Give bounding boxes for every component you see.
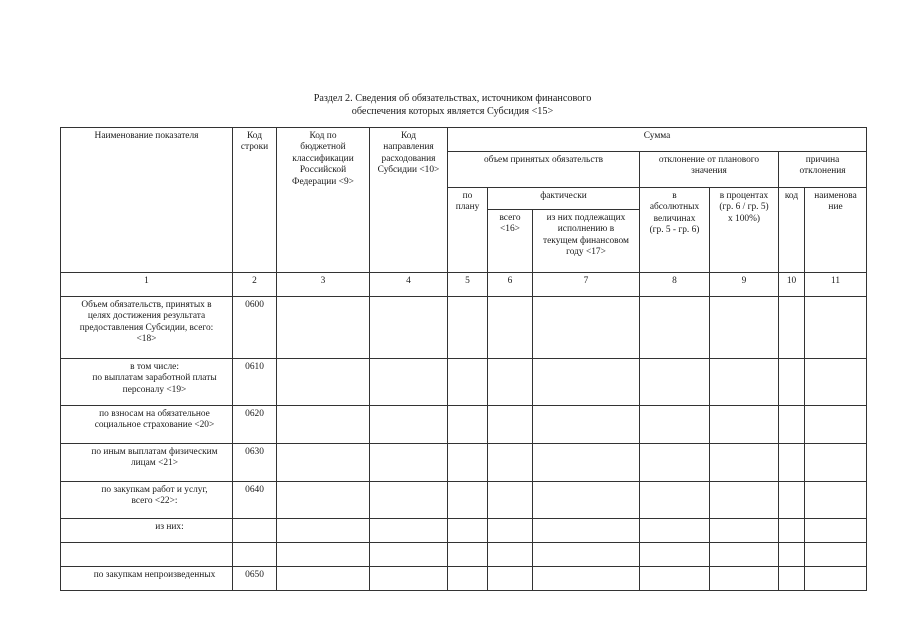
column-number-7: 7 [533,273,640,297]
value-cell-col-9[interactable] [710,567,779,591]
value-cell-col-9[interactable] [710,519,779,543]
value-cell-col-6[interactable] [488,482,533,519]
value-cell-col-3[interactable] [277,359,370,406]
column-numbers-row [61,273,867,297]
value-cell-col-4[interactable] [370,519,448,543]
value-cell-col-6[interactable] [488,406,533,444]
value-cell-col-8[interactable] [640,519,710,543]
value-cell-col-7[interactable] [533,444,640,482]
text-line: Код [247,131,262,141]
text-line: направления [383,142,434,153]
row-code: 0610 [233,359,277,406]
value-cell-col-6[interactable] [488,297,533,359]
value-cell-col-3[interactable] [277,444,370,482]
header-name: Наименование показателя [61,128,233,273]
text-line: Федерации <9> [292,176,354,187]
value-cell-col-9[interactable] [710,359,779,406]
header-sum: Сумма [448,128,867,152]
text-line: в процентах [719,191,769,201]
section-title-line-2: обеспечения которых является Субсидия <15> [351,105,554,117]
text-line: (гр. 6 / гр. 5) [719,202,769,213]
row-label [61,567,233,591]
row-label [61,519,233,543]
header-code [233,128,277,273]
value-cell-col-7[interactable] [533,519,640,543]
value-cell-col-4[interactable] [370,543,448,567]
value-cell-col-10[interactable] [779,519,805,543]
header-subject-current-year [533,210,640,273]
value-cell-col-4[interactable] [370,444,448,482]
text-line: в том числе: [130,362,179,372]
obligations-table [60,127,867,591]
text-line [79,546,230,557]
value-cell-col-6[interactable] [488,444,533,482]
row-label [61,406,233,444]
value-cell-col-8[interactable] [640,482,710,519]
value-cell-col-8[interactable] [640,406,710,444]
row-code: 0650 [233,567,277,591]
row-code [233,519,277,543]
row-label [61,359,233,406]
header-absolute [640,188,710,273]
text-line: Субсидии <10> [377,165,440,176]
value-cell-col-7[interactable] [533,482,640,519]
column-number-11: 11 [805,273,867,297]
value-cell-col-5[interactable] [448,567,488,591]
text-line: Код по [309,131,337,141]
value-cell-col-8[interactable] [640,444,710,482]
value-cell-col-5[interactable] [448,482,488,519]
column-number-4: 4 [370,273,448,297]
value-cell-col-11[interactable] [805,567,867,591]
table-row [61,297,867,359]
value-cell-col-11[interactable] [805,519,867,543]
value-cell-col-10[interactable] [779,482,805,519]
text-line: всего [499,213,521,223]
value-cell-col-11[interactable] [805,444,867,482]
text-line: (гр. 5 - гр. 6) [649,225,700,236]
value-cell-col-8[interactable] [640,297,710,359]
value-cell-col-8[interactable] [640,359,710,406]
text-line: по иным выплатам физическим [91,447,218,457]
text-line: по [462,191,473,201]
header-deviation [640,152,779,188]
text-line: Объем обязательств, принятых в [81,300,212,310]
text-line: Код [401,131,416,141]
column-number-3: 3 [277,273,370,297]
value-cell-col-4[interactable] [370,406,448,444]
text-line: из них: [155,522,184,532]
header-by-plan [448,188,488,273]
value-cell-col-9[interactable] [710,482,779,519]
value-cell-col-11[interactable] [805,297,867,359]
text-line: наименова [814,191,857,201]
value-cell-col-3[interactable] [277,567,370,591]
table-row [61,519,867,543]
value-cell-col-11[interactable] [805,406,867,444]
text-line: предоставления Субсидии, всего: [79,322,214,333]
row-code [233,543,277,567]
section-title-line-1: Раздел 2. Сведения об обязательствах, источником финансового [313,93,592,104]
table-row [61,543,867,567]
table-row [61,406,867,444]
table-row [61,567,867,591]
row-code: 0620 [233,406,277,444]
value-cell-col-3[interactable] [277,519,370,543]
header-total [488,210,533,273]
value-cell-col-10[interactable] [779,567,805,591]
column-number-2: 2 [233,273,277,297]
text-line: ние [828,202,843,213]
value-cell-col-9[interactable] [710,444,779,482]
value-cell-col-9[interactable] [710,543,779,567]
value-cell-col-7[interactable] [533,543,640,567]
text-line: году <17> [566,247,606,258]
table-row [61,359,867,406]
text-line: по закупкам непроизведенных [93,570,216,580]
column-number-1: 1 [61,273,233,297]
header-reason-name [805,188,867,273]
value-cell-col-11[interactable] [805,543,867,567]
value-cell-col-9[interactable] [710,297,779,359]
row-code: 0600 [233,297,277,359]
table-row [61,482,867,519]
header-accepted-obligations: объем принятых обязательств [448,152,640,188]
text-line: <16> [500,224,520,235]
value-cell-col-7[interactable] [533,567,640,591]
text-line: величинах [653,213,696,224]
text-line: по закупкам работ и услуг, [101,485,208,495]
header-actual: фактически [488,188,640,210]
value-cell-col-7[interactable] [533,406,640,444]
row-label [61,482,233,519]
header-reason-code: код [779,188,805,273]
value-cell-col-7[interactable] [533,297,640,359]
value-cell-col-10[interactable] [779,406,805,444]
value-cell-col-6[interactable] [488,519,533,543]
column-number-8: 8 [640,273,710,297]
value-cell-col-8[interactable] [640,543,710,567]
value-cell-col-3[interactable] [277,482,370,519]
text-line: x 100%) [727,213,761,224]
text-line: строки [240,142,269,153]
value-cell-col-4[interactable] [370,297,448,359]
value-cell-col-5[interactable] [448,297,488,359]
value-cell-col-11[interactable] [805,359,867,406]
text-line: отклонения [799,166,846,177]
value-cell-col-5[interactable] [448,406,488,444]
text-line: персоналу <19> [122,384,187,395]
column-number-9: 9 [710,273,779,297]
row-code: 0630 [233,444,277,482]
text-line: абсолютных [649,202,700,213]
text-line: бюджетной [300,142,346,153]
table-row [61,444,867,482]
text-line: в [672,191,677,201]
column-number-6: 6 [488,273,533,297]
text-line: расходования [381,153,436,164]
text-line: <18> [136,334,157,345]
value-cell-col-8[interactable] [640,567,710,591]
value-cell-col-3[interactable] [277,543,370,567]
row-label [61,297,233,359]
text-line: текущем финансовом [543,235,629,246]
section-title [0,93,905,118]
value-cell-col-3[interactable] [277,406,370,444]
value-cell-col-4[interactable] [370,359,448,406]
header-reason [779,152,867,188]
row-code: 0640 [233,482,277,519]
value-cell-col-6[interactable] [488,567,533,591]
value-cell-col-11[interactable] [805,482,867,519]
column-number-5: 5 [448,273,488,297]
value-cell-col-5[interactable] [448,359,488,406]
row-label [61,543,233,567]
value-cell-col-6[interactable] [488,359,533,406]
value-cell-col-7[interactable] [533,359,640,406]
value-cell-col-3[interactable] [277,297,370,359]
value-cell-col-9[interactable] [710,406,779,444]
header-direction-code [370,128,448,273]
header-percent [710,188,779,273]
value-cell-col-10[interactable] [779,543,805,567]
text-line: из них подлежащих [546,213,626,223]
value-cell-col-5[interactable] [448,519,488,543]
header-budget-classification [277,128,370,273]
value-cell-col-5[interactable] [448,444,488,482]
value-cell-col-10[interactable] [779,297,805,359]
row-label [61,444,233,482]
text-line: Российской [299,165,347,176]
text-line: исполнению в [557,224,615,235]
text-line: классификации [292,153,354,164]
text-line: лицам <21> [130,458,179,469]
value-cell-col-10[interactable] [779,359,805,406]
text-line: значения [691,166,727,177]
text-line: целях достижения результата [87,311,206,322]
text-line: плану [455,202,480,213]
text-line: всего <22>: [131,496,178,507]
value-cell-col-5[interactable] [448,543,488,567]
text-line: отклонение от планового [658,155,760,165]
column-number-10: 10 [779,273,805,297]
value-cell-col-4[interactable] [370,482,448,519]
text-line: причина [805,155,840,165]
text-line: по взносам на обязательное [99,409,210,419]
value-cell-col-4[interactable] [370,567,448,591]
text-line: социальное страхование <20> [94,420,215,431]
value-cell-col-10[interactable] [779,444,805,482]
text-line: по выплатам заработной платы [92,373,217,384]
value-cell-col-6[interactable] [488,543,533,567]
